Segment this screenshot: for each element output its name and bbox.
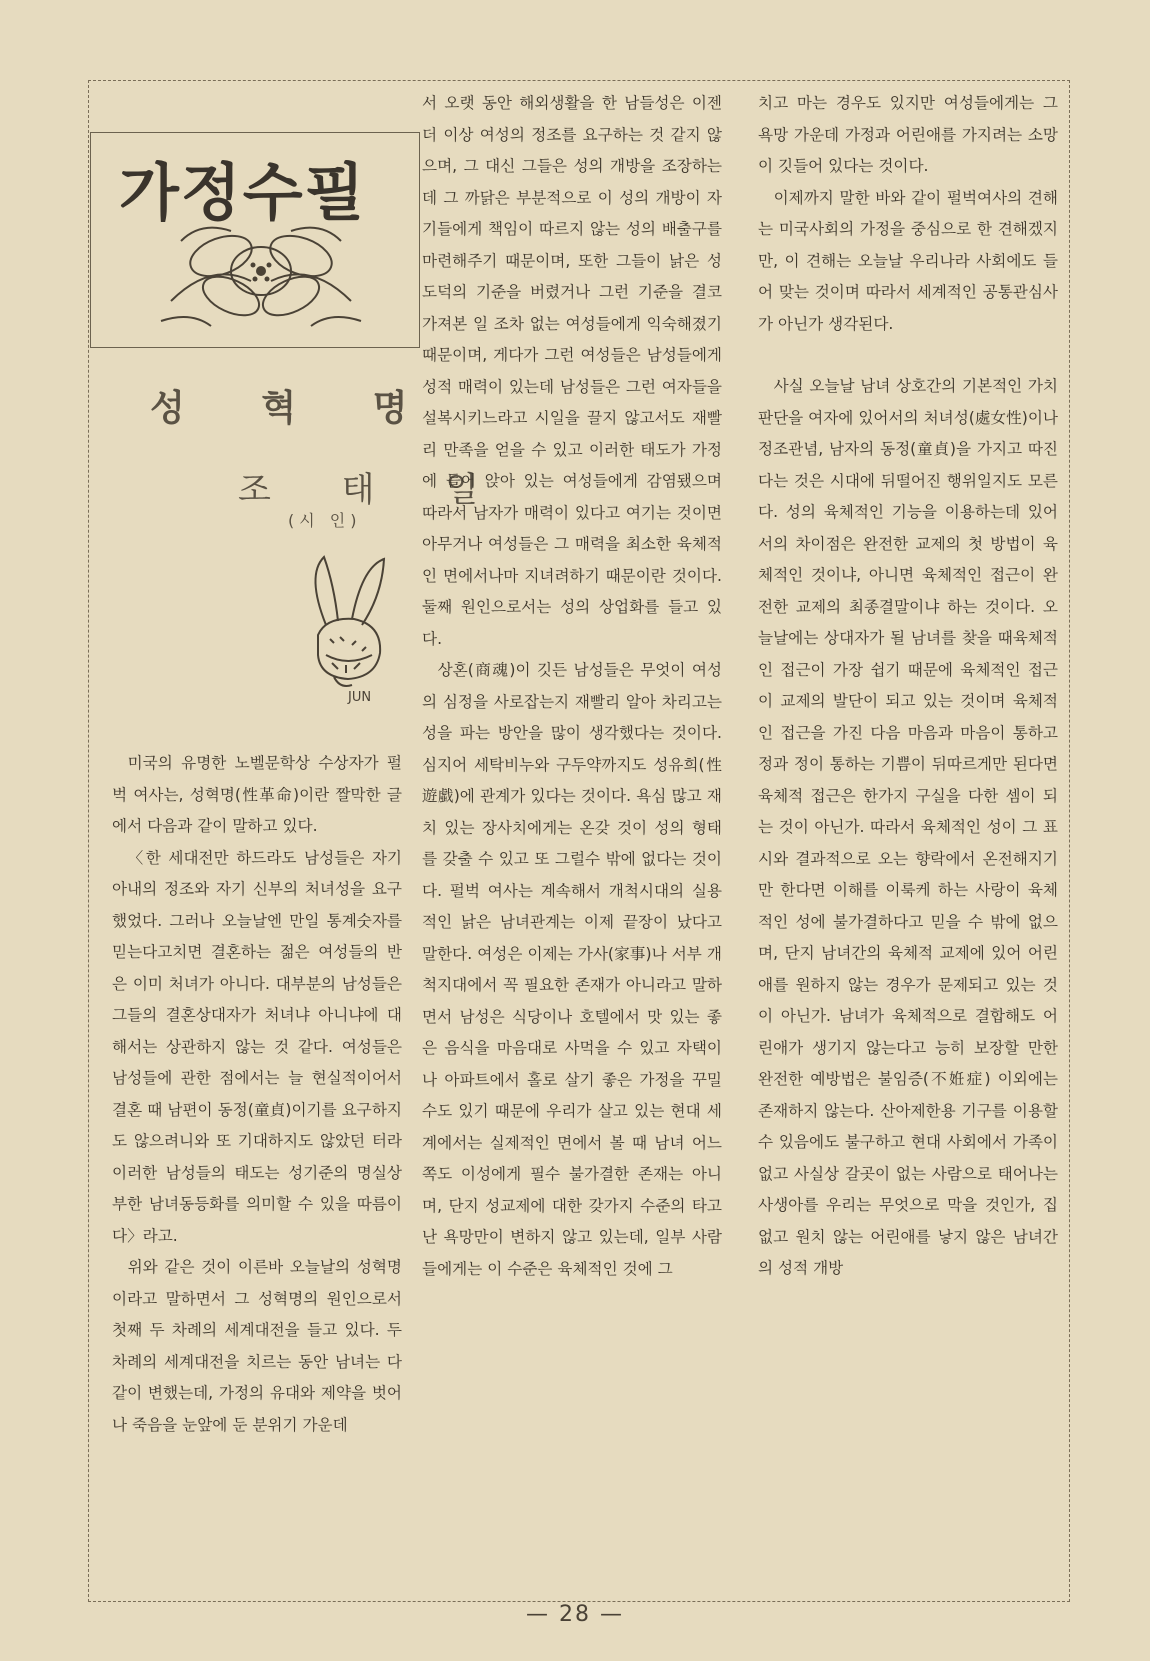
page-number: — 28 — (526, 1602, 624, 1627)
paragraph: 이제까지 말한 바와 같이 펄벅여사의 견해는 미국사회의 가정을 중심으로 한 견해겠지만, 이 견해는 오늘날 우리나라 사회에도 들어 맞는 것이며 따라서 세계적인 공통관심사가 아닌가 생각된다. (758, 188, 1058, 333)
paragraph: 사실 오늘날 남녀 상호간의 기본적인 가치판단을 여자에 있어서의 처녀성(處女性)이나 정조관념, 남자의 동정(童貞)을 가지고 따진다는 것은 시대에 뒤떨어진 행위일지도 모른다. 성의 육체적인 기능을 이용하는데 있어서의 차이점은 완전한 교제의 첫 방법이 육체적인 것이냐, 아니면 육체적인 접근이 완전한 교제의 최종결말이냐 하는 것이다. 오늘날에는 상대자가 될 남녀를 찾을 때육체적인 접근이 가장 쉽기 때문에 육체적인 접근이 교제의 발단이 되고 있는 것이며 육체적인 접근을 가진 다음 마음과 마음이 통하고 정과 정이 통하는 기쁨이 뒤따르게만 된다면 육체적 접근은 한가지 구실을 다한 셈이 되는 것이 아닌가. 따라서 육체적인 성이 그 표시와 결과적으로 오는 향락에서 온전해지기만 한다면 이해를 이룩케 하는 사랑이 육체적인 성에 불가결하다고 믿을 수 밖에 없으며, 단지 남녀간의 육체적 교제에 있어 어린애를 원하지 않는 경우가 문제되고 있는 것이 아닌가. 남녀가 육체적으로 결합해도 어린애가 생기지 않는다고 능히 보장할 만한 완전한 예방법은 불임증(不姙症) 이외에는 존재하지 않는다. 산아제한용 기구를 이용할 수 있음에도 불구하고 현대 사회에서 가족이 없고 사실상 갈곳이 없는 사람으로 태어나는 사생아를 우리는 무엇으로 막을 것인가, 집 없고 원치 않는 어린애를 낳지 않은 남녀간의 성적 개방 (758, 377, 1058, 1277)
text-column-right (758, 88, 1058, 1285)
illustration-signature: JUN (348, 690, 372, 705)
text-column-middle (422, 88, 722, 1285)
flower-illustration (151, 201, 371, 341)
paragraph: 미국의 유명한 노벨문학상 수상자가 펄벅 여사는, 성혁명(性革命)이란 짤막한 글에서 다음과 같이 말하고 있다. (112, 754, 402, 835)
paragraph: 치고 마는 경우도 있지만 여성들에게는 그 욕망 가운데 가정과 어린애를 가지려는 소망이 깃들어 있다는 것이다. (758, 94, 1058, 175)
paragraph: 서 오랫 동안 해외생활을 한 남들성은 이젠 더 이상 여성의 정조를 요구하는 것 같지 않으며, 그 대신 그들은 성의 개방을 조장하는데 그 까닭은 부분적으로 이 성의 개방이 자기들에게 책임이 따르지 않는 성의 배출구를 마련해주기 때문이며, 또한 그들이 낡은 성도덕의 기준을 버렸거나 그런 기준을 결코 가져본 일 조차 없는 여성들에게 익숙해졌기 때문이며, 게다가 그런 여성들은 남성들에게 성적 매력이 있는데 남성들은 그런 여자들을 설복시키느라고 시일을 끌지 않고서도 재빨리 만족을 얻을 수 있고 이러한 태도가 가정에 들어 앉아 있는 여성들에게 감염됐으며 따라서 남자가 매력이 있다고 여기는 것이면 아무거나 여성들은 그 매력을 최소한 육체적인 면에서나마 지녀려하기 때문이란 것이다. 둘째 원인으로서는 성의 상업화를 들고 있다. (422, 94, 722, 648)
section-title: 가정수필 (119, 156, 367, 229)
paragraph: 〈한 세대전만 하드라도 남성들은 자기 아내의 정조와 자기 신부의 처녀성을 요구했었다. 그러나 오늘날엔 만일 통계숫자를 믿는다고치면 결혼하는 젊은 여성들의 반은 이미 처녀가 아니다. 대부분의 남성들은 그들의 결혼상대자가 처녀냐 아니냐에 대해서는 상관하지 않는 것 같다. 여성들은 남성들에 관한 점에서는 늘 현실적이어서 결혼 때 남편이 동정(童貞)이기를 요구하지도 않으려니와 또 기대하지도 않았던 터라 이러한 남성들의 태도는 성기준의 명실상부한 남녀동등화를 의미할 수 있을 따름이다〉라고. (112, 848, 402, 1245)
text-column-left (112, 748, 402, 1441)
rabbit-sketch (296, 555, 406, 705)
paragraph: 위와 같은 것이 이른바 오늘날의 성혁명이라고 말하면서 그 성혁명의 원인으로서 첫째 두 차례의 세계대전을 들고 있다. 두 차례의 세계대전을 치르는 동안 남녀는 다 같이 변했는데, 가정의 유대와 제약을 벗어나 죽음을 눈앞에 둔 분위기 가운데 (112, 1258, 402, 1434)
author-name: 조 태 일 (238, 470, 509, 510)
author-role: (시 인) (288, 511, 362, 530)
paragraph: 상혼(商魂)이 깃든 남성들은 무엇이 여성의 심정을 사로잡는지 재빨리 알아 차리고는 성을 파는 방안을 많이 생각했다는 것이다. 심지어 세탁비누와 구두약까지도 성유희(性遊戱)에 관계가 있다는 것이다. 욕심 많고 재치 있는 장사치에게는 온갖 것이 성의 형태를 갖출 수 있고 또 그럴수 밖에 없다는 것이다. 펄벅 여사는 계속해서 개척시대의 실용적인 낡은 남녀관계는 이제 끝장이 났다고 말한다. 여성은 이제는 가사(家事)나 서부 개척지대에서 꼭 필요한 존재가 아니라고 말하면서 남성은 식당이나 호텔에서 맛 있는 좋은 음식을 마음대로 사먹을 수 있고 자택이나 아파트에서 홀로 살기 좋은 가정을 꾸밀 수도 있기 때문에 우리가 살고 있는 현대 세계에서는 실제적인 면에서 볼 때 남녀 어느 쪽도 이성에게 필수 불가결한 존재는 아니며, 단지 성교제에 대한 갖가지 수준의 타고난 욕망만이 변하지 않고 있는데, 일부 사람들에게는 이 수준은 육체적인 것에 그 (422, 661, 722, 1278)
article-title: 성 혁 명 (150, 387, 440, 429)
section-header-box (90, 132, 420, 348)
